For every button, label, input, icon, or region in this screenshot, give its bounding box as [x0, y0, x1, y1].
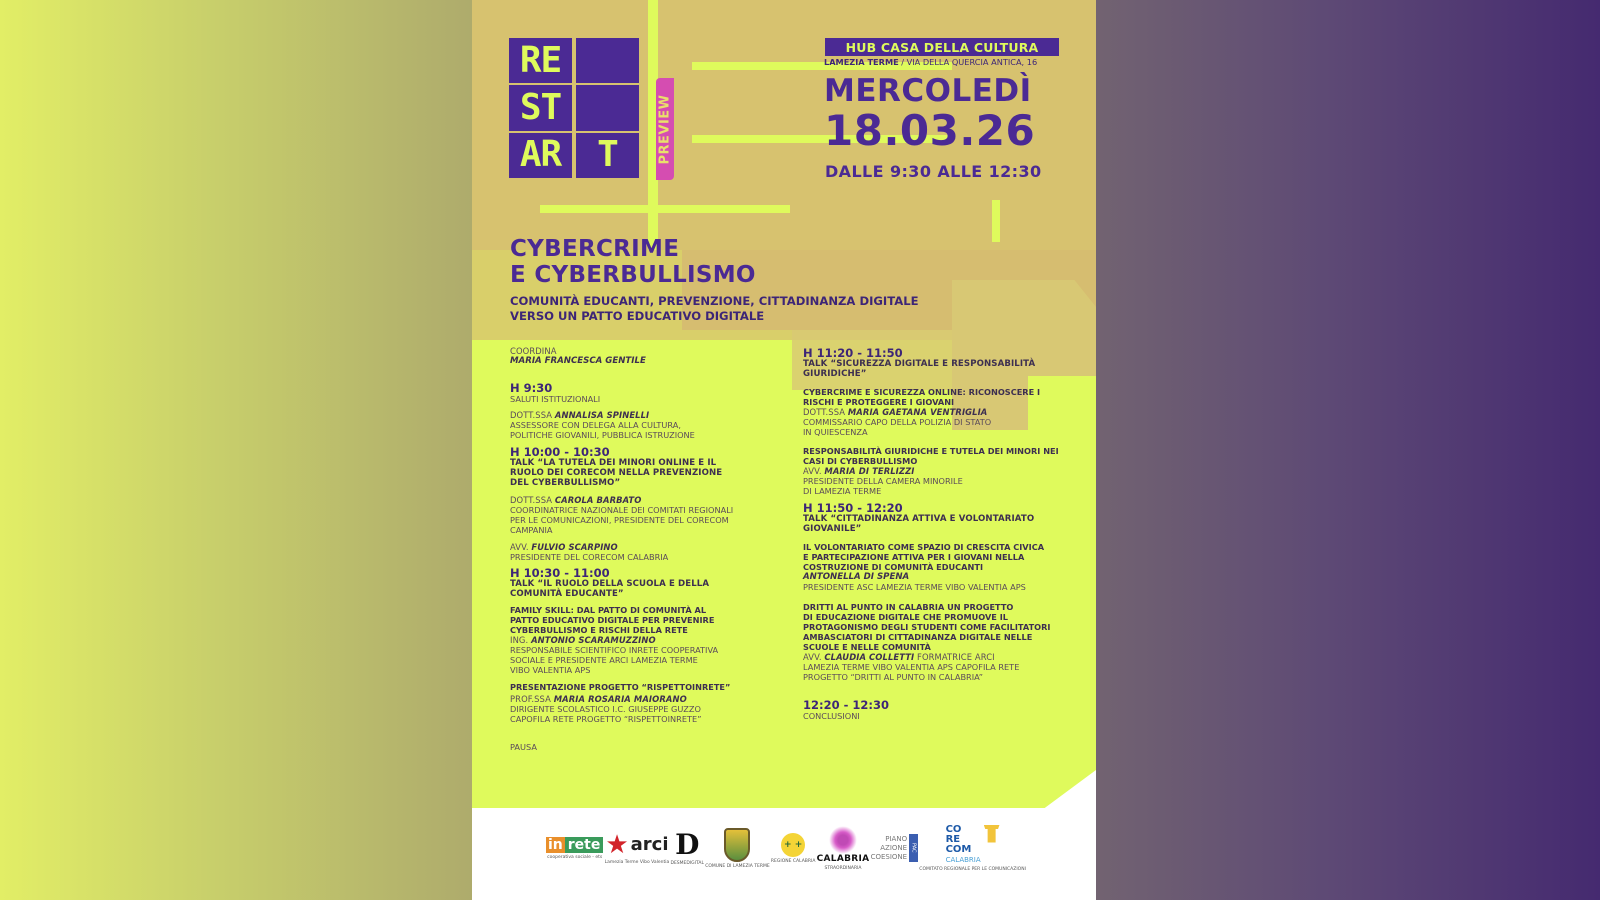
speaker-name: FULVIO SCARPINO [531, 542, 618, 552]
sponsor-caption: COMUNE DI LAMEZIA TERME [705, 863, 770, 869]
desme-logo-icon: D [675, 827, 700, 861]
logo-letters: T [576, 133, 639, 178]
topic-title: RESPONSABILITÀ GIURIDICHE E TUTELA DEI MINORI NEI [803, 446, 1059, 456]
title-line: CYBERCRIME [510, 236, 680, 262]
moderator-name: MARIA FRANCESCA GENTILE [510, 356, 646, 366]
speaker-block [803, 572, 1063, 592]
speaker-role: ASSESSORE CON DELEGA ALLA CULTURA, [510, 420, 681, 430]
pause-label: PAUSA [510, 742, 537, 752]
talk-title: RUOLO DEI CORECOM NELLA PREVENZIONE [510, 468, 723, 478]
sponsor-desme-digital [670, 827, 704, 866]
venue-name: HUB CASA DELLA CULTURA [825, 38, 1059, 56]
speaker-line [510, 495, 760, 505]
topic-title: CYBERBULLISMO E RISCHI DELLA RETE [510, 625, 688, 635]
speaker-name: ANNALISA SPINELLI [554, 410, 650, 420]
talk-title: TALK “IL RUOLO DELLA SCUOLA E DELLA [510, 579, 710, 589]
speaker-role: COORDINATRICE NAZIONALE DEI COMITATI REGIONALI [510, 505, 734, 515]
calabria-word: CALABRIA [816, 853, 870, 864]
star-icon: ★ [605, 829, 629, 860]
event-subtitle [510, 294, 919, 324]
arci-word: arci [630, 834, 669, 855]
talk-title: TALK “CITTADINANZA ATTIVA E VOLONTARIATO [803, 514, 1035, 524]
speaker-name: MARIA DI TERLIZZI [824, 466, 915, 476]
sponsor-caption: DESMEDIGITAL [670, 860, 704, 866]
speaker-line [510, 635, 760, 645]
venue-city: LAMEZIA TERME [824, 57, 899, 67]
background-left-gradient [0, 0, 472, 900]
session-11-50 [803, 502, 1063, 534]
speaker-role: IN QUIESCENZA [803, 427, 868, 437]
speaker-role: COMMISSARIO CAPO DELLA POLIZIA DI STATO [803, 417, 992, 427]
talk-title: DEL CYBERBULLISMO” [510, 478, 621, 488]
topic-block [510, 682, 760, 692]
speaker-name: ANTONIO SCARAMUZZINO [531, 635, 656, 645]
topic-title: PRESENTAZIONE PROGETTO “RISPETTOINRETE” [510, 682, 731, 692]
sponsor-comune [705, 828, 770, 869]
session-time: H 9:30 [510, 381, 553, 395]
session-time: H 11:20 - 11:50 [803, 346, 903, 360]
sunburst-icon [829, 826, 857, 854]
talk-title: TALK “LA TUTELA DEI MINORI ONLINE E IL [510, 458, 717, 468]
topic-title: CASI DI CYBERBULLISMO [803, 456, 918, 466]
preview-label: PREVIEW [657, 93, 673, 165]
session-time: H 10:30 - 11:00 [510, 566, 610, 580]
speaker-role: PRESIDENTE DELLA CAMERA MINORILE [803, 476, 963, 486]
session-time: 12:20 - 12:30 [803, 698, 889, 712]
sponsor-caption: Lamezia Terme Vibo Valentia [604, 859, 670, 865]
speaker-role: FORMATRICE ARCI [914, 652, 995, 662]
speaker-role: PRESIDENTE ASC LAMEZIA TERME VIBO VALENTIA APS [803, 582, 1026, 592]
venue-street: VIA DELLA QUERCIA ANTICA, 16 [906, 57, 1038, 67]
venue-address [824, 57, 1064, 67]
topic-block [803, 446, 1063, 466]
speaker-name: CLAUDIA COLLETTI [824, 652, 915, 662]
inrete-logo-icon: in rete [546, 837, 603, 853]
topic-title: DRITTI AL PUNTO IN CALABRIA UN PROGETTO [803, 602, 1014, 612]
session-11-20 [803, 347, 1063, 379]
talk-title: COMUNITÀ EDUCANTE” [510, 589, 624, 599]
speaker-block [510, 694, 760, 724]
topic-block [803, 387, 1063, 407]
logo-letters: AR [509, 133, 572, 178]
speaker-role: CAMPANIA [510, 525, 553, 535]
speaker-line [803, 652, 1063, 662]
speaker-line [510, 694, 760, 704]
speaker-block [803, 407, 1063, 437]
pac-bar-icon: PAC [909, 834, 918, 862]
speaker-role: PRESIDENTE DEL CORECOM CALABRIA [510, 552, 669, 562]
speaker-block [510, 542, 760, 562]
sponsor-calabria-straordinaria [817, 826, 870, 871]
speaker-name: MARIA ROSARIA MAIORANO [553, 694, 687, 704]
session-9-30 [510, 382, 760, 404]
sponsor-logos [546, 820, 1026, 876]
speaker-title: DOTT.SSA [510, 495, 555, 505]
topic-title: FAMILY SKILL: DAL PATTO DI COMUNITÀ AL [510, 605, 707, 615]
speaker-role: VIBO VALENTIA APS [510, 665, 591, 675]
event-title [510, 236, 756, 288]
topic-title: SCUOLE E NELLE COMUNITÀ [803, 642, 931, 652]
sponsor-corecom: CO RE COM CALABRIA COMITATO REGIONALE PER LE COMUNICAZIONI [919, 823, 1026, 872]
topic-title: COSTRUZIONE DI COMUNITÀ EDUCANTI [803, 562, 984, 572]
footer-corner [1042, 770, 1096, 810]
speaker-name: ANTONELLA DI SPENA [803, 572, 910, 582]
topic-title: PROTAGONISMO DEGLI STUDENTI COME FACILITATORI [803, 622, 1051, 632]
speaker-role: PROGETTO “DRITTI AL PUNTO IN CALABRIA” [803, 672, 983, 682]
sponsor-regione [771, 833, 816, 864]
speaker-line [510, 410, 760, 420]
column-icon [984, 825, 1000, 843]
talk-title: GIURIDICHE” [803, 369, 867, 379]
decorative-stripe [992, 200, 1000, 242]
speaker-title: PROF.SSA [510, 694, 554, 704]
speaker-name: MARIA GAETANA VENTRIGLIA [847, 407, 988, 417]
logo-letters [576, 85, 639, 130]
sponsor-pac: PIANO AZIONE COESIONE PAC [870, 834, 917, 861]
session-12-20 [803, 699, 1063, 721]
speaker-block [803, 652, 1063, 682]
speaker-title: ING. [510, 635, 532, 645]
program-right-column [803, 347, 1063, 729]
speaker-role: CAPOFILA RETE PROGETTO “RISPETTOINRETE” [510, 714, 702, 724]
speaker-line [803, 466, 1063, 476]
decorative-stripe [540, 205, 790, 213]
speaker-role: DIRIGENTE SCOLASTICO I.C. GIUSEPPE GUZZO [510, 704, 701, 714]
speaker-title: DOTT.SSA [510, 410, 555, 420]
speaker-title: AVV. [803, 466, 825, 476]
talk-title: GIOVANILE” [803, 524, 862, 534]
session-10-00 [510, 446, 760, 488]
speaker-role: DI LAMEZIA TERME [803, 486, 882, 496]
sponsor-caption: REGIONE CALABRIA [770, 858, 816, 864]
subtitle-line: VERSO UN PATTO EDUCATIVO DIGITALE [510, 309, 765, 323]
topic-title: CYBERCRIME E SICUREZZA ONLINE: RICONOSCERE I [803, 387, 1041, 397]
topic-title: PATTO EDUCATIVO DIGITALE PER PREVENIRE [510, 615, 715, 625]
speaker-line [803, 407, 1063, 417]
topic-title: RISCHI E PROTEGGERE I GIOVANI [803, 397, 955, 407]
logo-letters [576, 38, 639, 83]
separator: / [898, 57, 907, 67]
region-emblem-icon: + + [781, 833, 805, 857]
session-title: CONCLUSIONI [803, 711, 860, 721]
subtitle-line: COMUNITÀ EDUCANTI, PREVENZIONE, CITTADINANZA DIGITALE [510, 294, 919, 308]
event-day: MERCOLEDÌ [824, 73, 1032, 109]
speaker-role: RESPONSABILE SCIENTIFICO INRETE COOPERATIVA [510, 645, 719, 655]
session-time: H 10:00 - 10:30 [510, 445, 610, 459]
talk-title: TALK “SICUREZZA DIGITALE E RESPONSABILITÀ [803, 359, 1036, 369]
speaker-role: SOCIALE E PRESIDENTE ARCI LAMEZIA TERME [510, 655, 698, 665]
topic-title: IL VOLONTARIATO COME SPAZIO DI CRESCITA CIVICA [803, 542, 1045, 552]
restart-logo [509, 38, 639, 178]
speaker-block [510, 635, 760, 675]
speaker-block [803, 466, 1063, 496]
session-time: H 11:50 - 12:20 [803, 501, 903, 515]
speaker-name: CAROLA BARBATO [554, 495, 642, 505]
speaker-title: DOTT.SSA [803, 407, 848, 417]
topic-block [510, 605, 760, 635]
speaker-line [510, 542, 760, 552]
topic-title: AMBASCIATORI DI CITTADINANZA DIGITALE NELLE [803, 632, 1033, 642]
topic-title: E PARTECIPAZIONE ATTIVA PER I GIOVANI NELLA [803, 552, 1025, 562]
event-time-range: DALLE 9:30 ALLE 12:30 [825, 162, 1042, 181]
speaker-block [510, 495, 760, 535]
topic-block [803, 542, 1063, 572]
speaker-role: LAMEZIA TERME VIBO VALENTIA APS CAPOFILA RETE [803, 662, 1020, 672]
municipal-crest-icon [724, 828, 750, 862]
logo-letters: ST [509, 85, 572, 130]
event-poster [472, 0, 1096, 900]
speaker-block [510, 410, 760, 440]
title-line: E CYBERBULLISMO [510, 262, 756, 288]
topic-block [803, 602, 1063, 652]
moderator-label: COORDINA [510, 346, 557, 356]
moderator-block [510, 346, 760, 366]
sponsor-caption: COMITATO REGIONALE PER LE COMUNICAZIONI [919, 866, 1026, 872]
session-10-30 [510, 567, 760, 599]
topic-title: DI EDUCAZIONE DIGITALE CHE PROMUOVE IL [803, 612, 1009, 622]
background-right-gradient [1096, 0, 1600, 900]
sponsor-arci [604, 829, 670, 865]
logo-letters: RE [509, 38, 572, 83]
speaker-role: PER LE COMUNICAZIONI, PRESIDENTE DEL CORECOM [510, 515, 729, 525]
session-title: SALUTI ISTITUZIONALI [510, 394, 601, 404]
sponsor-caption: STRAORDINARIA [824, 865, 862, 871]
sponsor-caption: cooperativa sociale - ets [547, 854, 603, 860]
speaker-title: AVV. [803, 652, 825, 662]
speaker-title: AVV. [510, 542, 532, 552]
sponsor-inrete [546, 837, 603, 860]
program-left-column [510, 346, 760, 752]
speaker-role: POLITICHE GIOVANILI, PUBBLICA ISTRUZIONE [510, 430, 695, 440]
event-date: 18.03.26 [824, 106, 1036, 155]
preview-tag [656, 78, 674, 180]
